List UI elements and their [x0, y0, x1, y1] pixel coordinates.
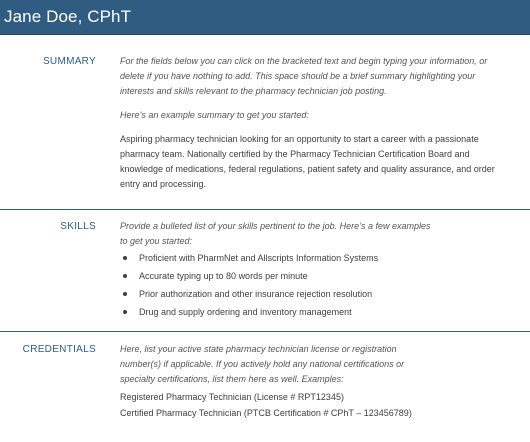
summary-example-intro[interactable]: Here’s an example summary to get you started: — [120, 110, 309, 120]
skill-text: Prior authorization and other insurance rejection resolution — [139, 289, 373, 299]
skills-instruction-line[interactable]: to get you started: — [120, 236, 193, 246]
summary-example-line[interactable]: Aspiring pharmacy technician looking for an opportunity to start a career with a passionate — [120, 134, 479, 144]
bullet-icon — [123, 274, 127, 278]
skill-text: Proficient with PharmNet and Allscripts Information Systems — [139, 253, 379, 263]
section-divider — [0, 209, 530, 210]
skill-list-item[interactable] — [120, 269, 520, 284]
resume-header — [0, 0, 530, 35]
credentials-instruction-line[interactable]: specialty certifications, list them here as well. Examples: — [120, 374, 344, 384]
summary-example-line[interactable]: pharmacy team. Nationally certified by the Pharmacy Technician Certification Board and — [120, 149, 470, 159]
summary-example-line[interactable]: entry and processing. — [120, 179, 207, 189]
skill-list-item[interactable] — [120, 287, 520, 302]
summary-label: SUMMARY — [42, 56, 96, 67]
skill-text: Accurate typing up to 80 words per minute — [139, 271, 308, 281]
skills-label: SKILLS — [60, 221, 96, 232]
summary-instruction-line[interactable]: delete if you have nothing to add. This space should be a brief summary highlighting your — [120, 71, 476, 81]
section-divider — [0, 331, 530, 332]
skill-list-item[interactable] — [120, 305, 520, 320]
bullet-icon — [123, 310, 127, 314]
credential-entry[interactable]: Registered Pharmacy Technician (License # RPT12345) — [120, 392, 344, 402]
candidate-name[interactable]: Jane Doe, CPhT — [4, 7, 132, 26]
credentials-instruction-line[interactable]: number(s) if applicable. If you actively hold any national certifications or — [120, 359, 405, 369]
summary-instruction-line[interactable]: For the fields below you can click on the bracketed text and begin typing your information, or — [120, 56, 488, 66]
bullet-icon — [123, 292, 127, 296]
credentials-instruction-line[interactable]: Here, list your active state pharmacy technician license or registration — [120, 344, 397, 354]
skill-text: Drug and supply ordering and inventory management — [139, 307, 352, 317]
skill-list-item[interactable] — [120, 251, 520, 266]
summary-instruction-line[interactable]: interests and skills relevant to the pharmacy technician job posting. — [120, 86, 387, 96]
credential-entry[interactable]: Certified Pharmacy Technician (PTCB Certification # CPhT – 123456789) — [120, 408, 412, 418]
summary-example-line[interactable]: knowledge of medications, federal regulations, patient safety and quality assurance, and order — [120, 164, 495, 174]
credentials-label: CREDENTIALS — [22, 344, 96, 355]
bullet-icon — [123, 256, 127, 260]
skills-instruction-line[interactable]: Provide a bulleted list of your skills pertinent to the job. Here’s a few examples — [120, 221, 431, 231]
